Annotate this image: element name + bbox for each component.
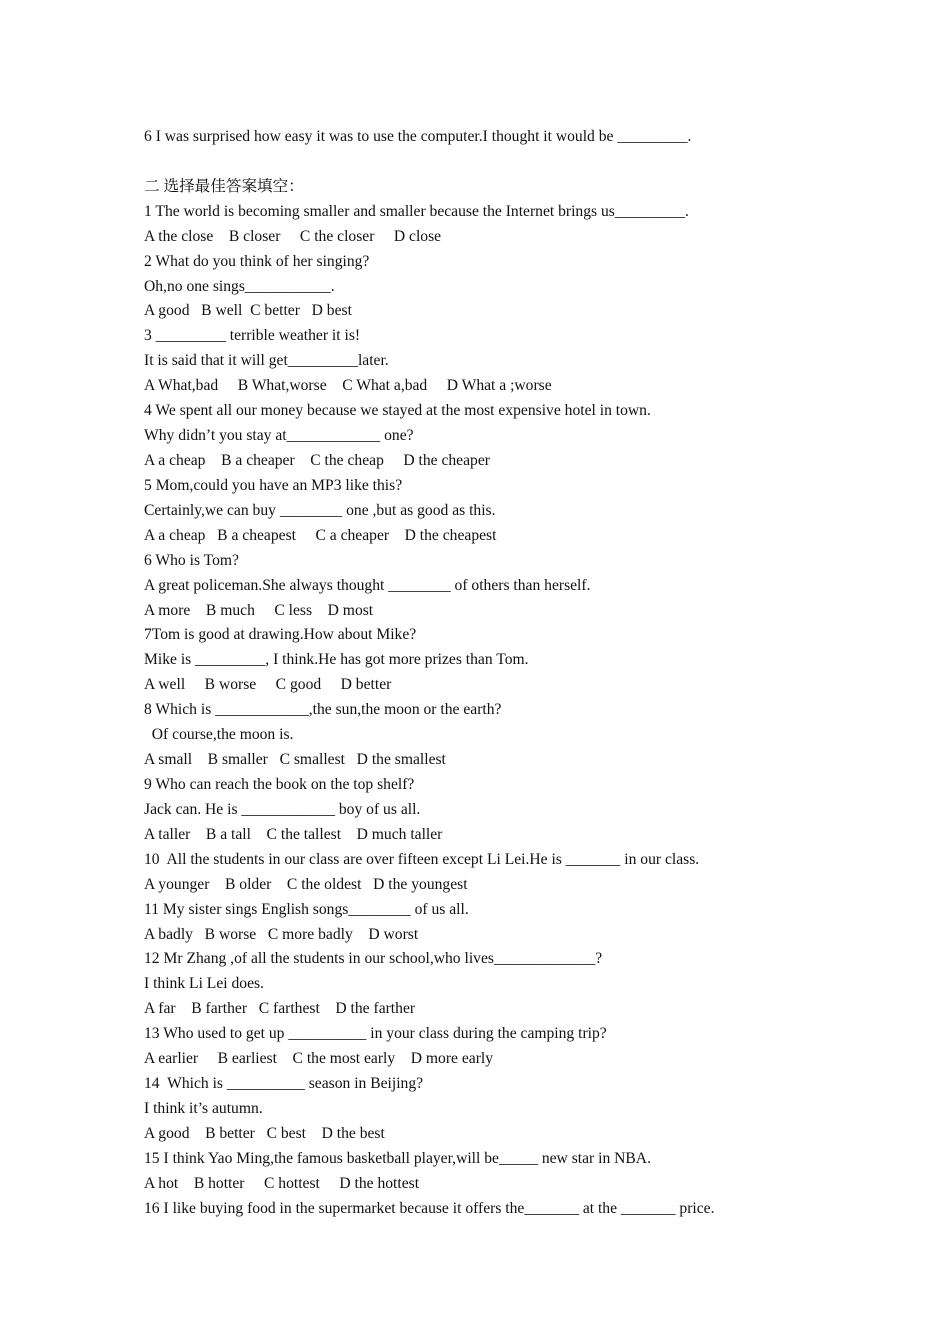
text-line: 16 I like buying food in the supermarket because it offers the_______ at the _______ price.: [144, 1199, 715, 1217]
text-line: A more B much C less D most: [144, 601, 374, 619]
text-line: A the close B closer C the closer D close: [144, 227, 442, 245]
text-line: 13 Who used to get up __________ in your class during the camping trip?: [144, 1025, 607, 1043]
text-line: 9 Who can reach the book on the top shelf?: [144, 775, 415, 793]
text-line: 4 We spent all our money because we stayed at the most expensive hotel in town.: [144, 402, 651, 420]
text-line: 7Tom is good at drawing.How about Mike?: [144, 626, 417, 644]
text-line: A earlier B earliest C the most early D more early: [144, 1050, 494, 1068]
text-line: 12 Mr Zhang ,of all the students in our school,who lives_____________?: [144, 950, 603, 968]
text-line: 8 Which is ____________,the sun,the moon or the earth?: [144, 701, 502, 719]
text-line: A good B well C better D best: [144, 302, 352, 320]
text-line: 1 The world is becoming smaller and smaller because the Internet brings us_________.: [144, 202, 689, 220]
text-line: I think it’s autumn.: [144, 1099, 263, 1117]
text-line: A What,bad B What,worse C What a,bad D What a ;worse: [144, 377, 552, 395]
text-line: Why didn’t you stay at____________ one?: [144, 427, 414, 445]
text-line: 11 My sister sings English songs________ of us all.: [144, 900, 469, 918]
text-line: Mike is _________, I think.He has got more prizes than Tom.: [144, 651, 529, 669]
text-line: A good B better C best D the best: [144, 1124, 385, 1142]
text-line: A younger B older C the oldest D the youngest: [144, 875, 468, 893]
text-line: 6 I was surprised how easy it was to use the computer.I thought it would be _________.: [144, 128, 692, 145]
text-line: 14 Which is __________ season in Beijing?: [144, 1075, 424, 1093]
text-line: A far B farther C farthest D the farther: [144, 1000, 416, 1018]
text-line: It is said that it will get_________later.: [144, 352, 389, 370]
text-line: 5 Mom,could you have an MP3 like this?: [144, 476, 403, 494]
text-line: 3 _________ terrible weather it is!: [144, 327, 361, 345]
text-line: A a cheap B a cheaper C the cheap D the cheaper: [144, 451, 490, 469]
text-line: A great policeman.She always thought ________ of others than herself.: [144, 576, 591, 594]
text-line: Of course,the moon is.: [144, 726, 294, 744]
text-line: Oh,no one sings___________.: [144, 277, 335, 295]
text-line: A a cheap B a cheapest C a cheaper D the cheapest: [144, 526, 497, 544]
text-line: I think Li Lei does.: [144, 975, 264, 993]
text-line: Certainly,we can buy ________ one ,but as good as this.: [144, 501, 496, 519]
text-line: 10 All the students in our class are over fifteen except Li Lei.He is _______ in our class.: [144, 850, 700, 868]
document-body: [144, 125, 924, 1222]
text-line: 2 What do you think of her singing?: [144, 252, 370, 270]
text-line: A small B smaller C smallest D the smallest: [144, 751, 446, 769]
text-line: 6 Who is Tom?: [144, 551, 239, 569]
text-line: 15 I think Yao Ming,the famous basketball player,will be_____ new star in NBA.: [144, 1149, 651, 1167]
blank-line: [144, 150, 924, 175]
text-line: Jack can. He is ____________ boy of us all.: [144, 800, 421, 818]
text-line: 二 选择最佳答案填空：: [144, 177, 304, 195]
text-line: A hot B hotter C hottest D the hottest: [144, 1174, 420, 1192]
text-line: A taller B a tall C the tallest D much taller: [144, 825, 443, 843]
text-line: A well B worse C good D better: [144, 676, 392, 694]
text-line: A badly B worse C more badly D worst: [144, 925, 419, 943]
